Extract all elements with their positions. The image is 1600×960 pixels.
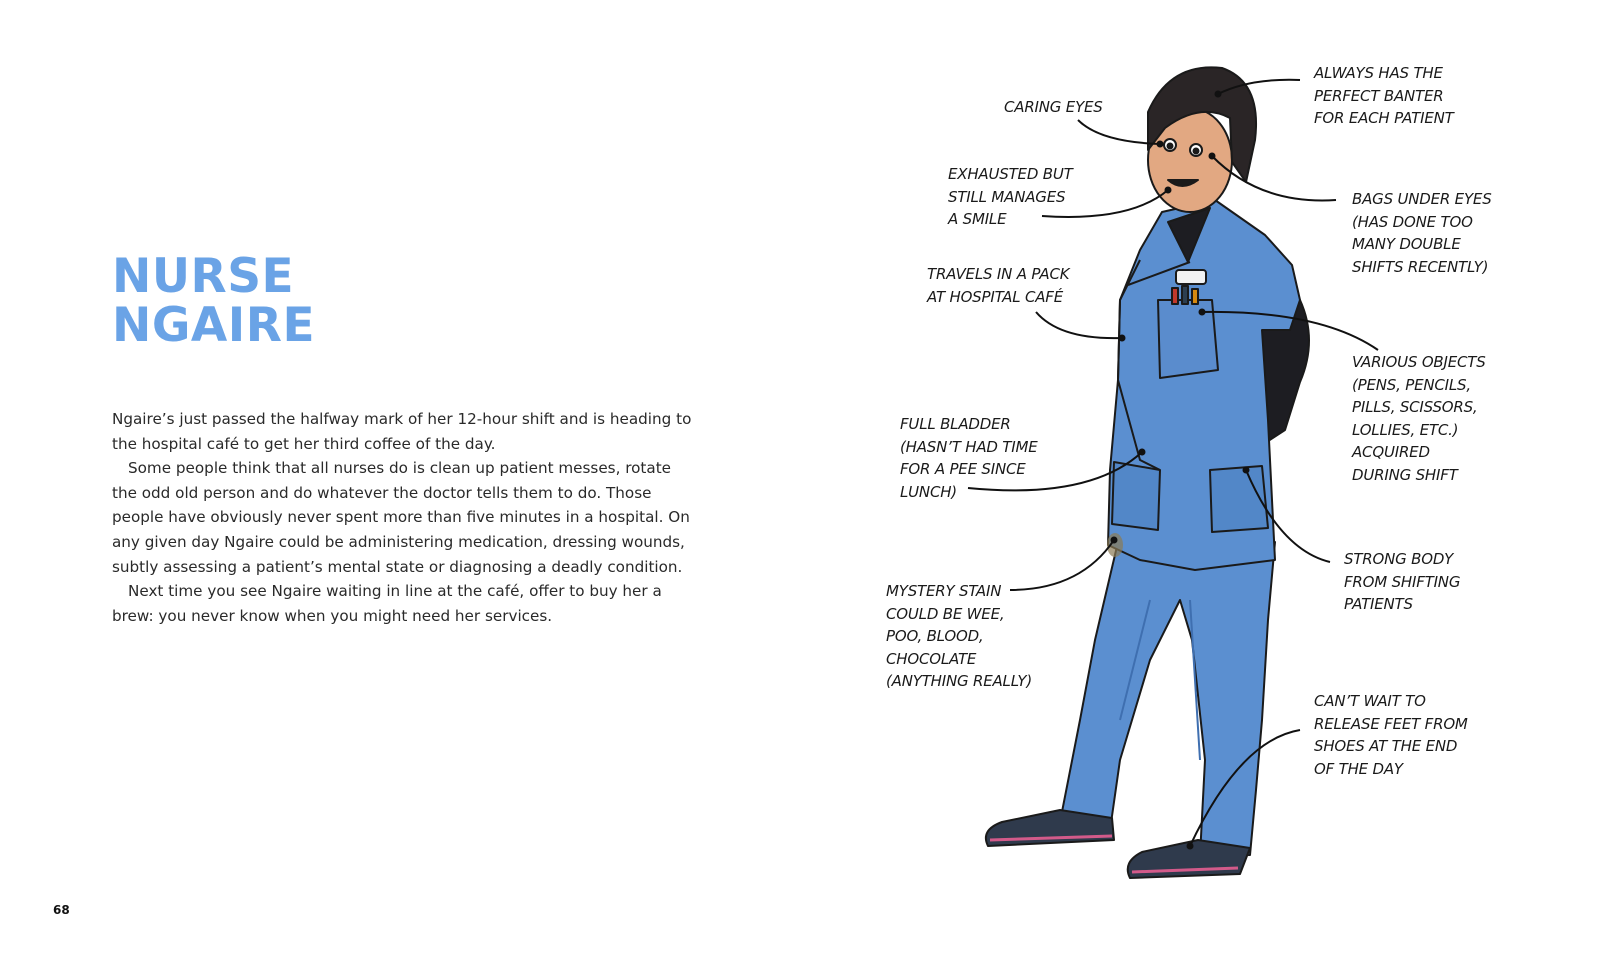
annotation-caring-eyes: CARING EYES bbox=[1004, 98, 1103, 116]
leader-dot bbox=[1111, 537, 1118, 544]
annotation-stain: MYSTERY STAIN COULD BE WEE, POO, BLOOD, CHOCOLATE (ANYTHING REALLY) bbox=[886, 582, 1033, 690]
v-neck bbox=[1168, 208, 1210, 262]
annotation-pack: TRAVELS IN A PACK AT HOSPITAL CAFÉ bbox=[927, 265, 1070, 306]
left-shoe bbox=[986, 810, 1114, 846]
trousers bbox=[1060, 542, 1275, 856]
leader-feet bbox=[1190, 730, 1300, 846]
mystery-stain bbox=[1107, 533, 1123, 557]
annotation-strong: STRONG BODY FROM SHIFTING PATIENTS bbox=[1344, 550, 1461, 613]
leader-pack bbox=[1036, 312, 1122, 338]
annotation-feet: CAN’T WAIT TO RELEASE FEET FROM SHOES AT THE END OF THE DAY bbox=[1314, 692, 1468, 778]
page-title bbox=[112, 249, 316, 353]
annotation-banter: ALWAYS HAS THE PERFECT BANTER FOR EACH PATIENT bbox=[1314, 64, 1454, 127]
chest-pocket bbox=[1158, 300, 1218, 378]
annotation-smile: EXHAUSTED BUT STILL MANAGES A SMILE bbox=[948, 165, 1073, 228]
leader-dot bbox=[1119, 335, 1126, 342]
hair bbox=[1148, 67, 1256, 182]
page-number: 68 bbox=[53, 903, 70, 917]
right-arm bbox=[1252, 300, 1309, 445]
leader-objects bbox=[1202, 312, 1378, 350]
leader-dot bbox=[1209, 153, 1216, 160]
body-text bbox=[112, 407, 692, 628]
paragraph: Ngaire’s just passed the halfway mark of her 12-hour shift and is heading to the hospital café to get her third coffee of the day. bbox=[112, 410, 692, 453]
leader-caring-eyes bbox=[1078, 120, 1160, 144]
annotation-bags: BAGS UNDER EYES (HAS DONE TOO MANY DOUBLE SHIFTS RECENTLY) bbox=[1352, 190, 1492, 276]
face bbox=[1148, 108, 1232, 212]
leader-dot bbox=[1157, 141, 1164, 148]
annotation-bladder: FULL BLADDER (HASN’T HAD TIME FOR A PEE SINCE LUNCH) bbox=[900, 415, 1038, 501]
paragraph: Some people think that all nurses do is clean up patient messes, rotate the odd old person and do whatever the doctor tells them to do. Those people have obviously never spent more than five minutes in a hospital. On any given day Ngaire could be administering medication, dressing wounds, subtly assessing a patient’s mental state or diagnosing a deadly condition. bbox=[112, 459, 690, 576]
paragraph: Next time you see Ngaire waiting in line at the café, offer to buy her a brew: you never know when you might need her services. bbox=[112, 582, 662, 625]
leader-bags bbox=[1212, 156, 1336, 200]
leader-banter bbox=[1218, 80, 1300, 94]
title-line-1: NURSE bbox=[112, 249, 295, 304]
leader-dot bbox=[1215, 91, 1222, 98]
title-line-2: NGAIRE bbox=[112, 298, 316, 353]
leader-dot bbox=[1199, 309, 1206, 316]
leader-dot bbox=[1187, 843, 1194, 850]
right-shoe bbox=[1128, 840, 1250, 878]
scrubs-top bbox=[1108, 200, 1300, 570]
name-badge bbox=[1176, 270, 1206, 284]
leader-dot bbox=[1243, 467, 1250, 474]
leader-strong bbox=[1246, 470, 1330, 562]
leader-dot bbox=[1139, 449, 1146, 456]
leader-dot bbox=[1165, 187, 1172, 194]
annotation-objects: VARIOUS OBJECTS (PENS, PENCILS, PILLS, SCISSORS, LOLLIES, ETC.) ACQUIRED DURING SHIFT bbox=[1352, 353, 1486, 484]
